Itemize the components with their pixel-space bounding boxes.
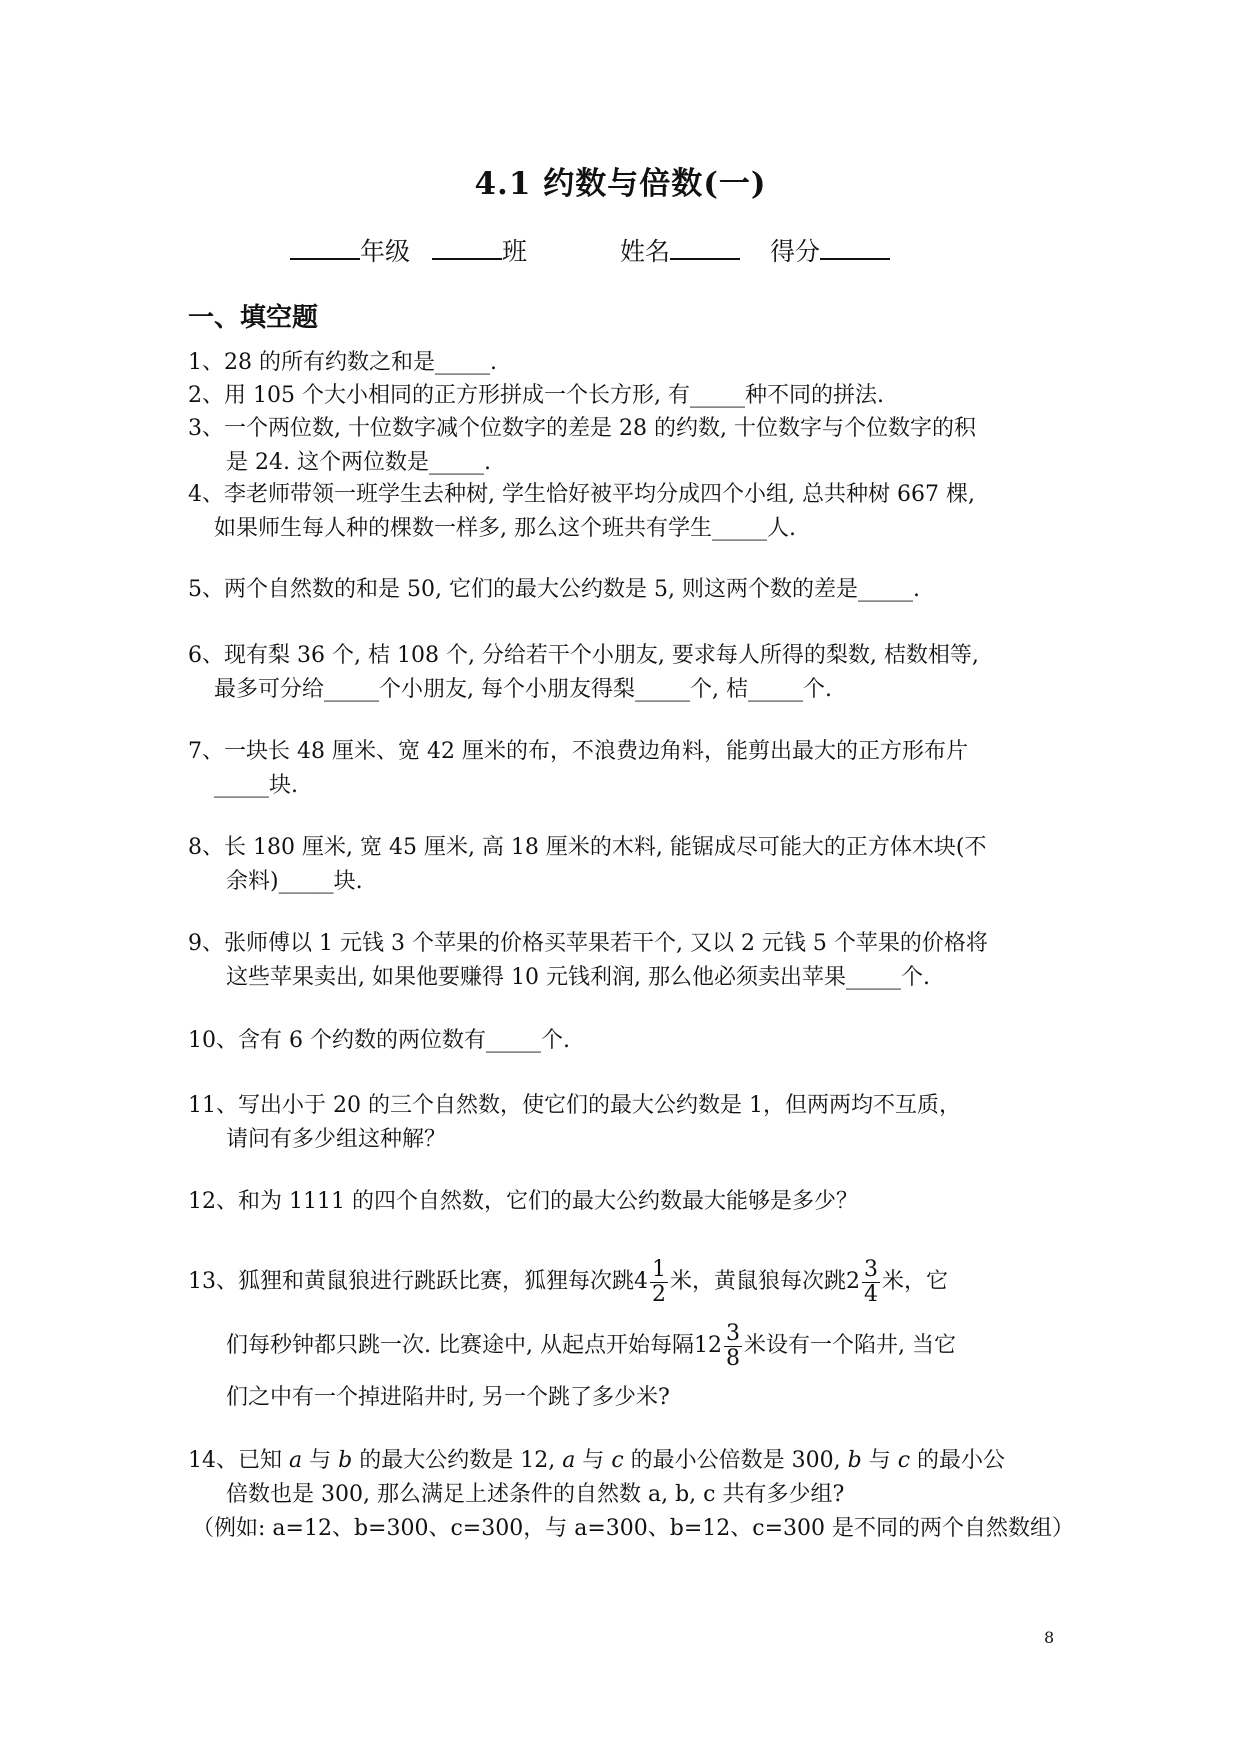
- question-text: 11、写出小于 20 的三个自然数，使它们的最大公约数是 1，但两两均不互质，: [188, 1093, 961, 1118]
- question-7: [188, 735, 1068, 803]
- question-text: 2、用 105 个大小相同的正方形拼成一个长方形, 有_____种不同的拼法.: [188, 383, 884, 408]
- fraction-denominator: 4: [864, 1281, 879, 1307]
- question-4: [188, 478, 1068, 546]
- mixed-number-whole: 2: [846, 1269, 861, 1294]
- variable-b: b: [338, 1448, 353, 1473]
- question-text: 如果师生每人种的棵数一样多, 那么这个班共有学生_____人.: [214, 516, 796, 541]
- question-text: _____块.: [214, 773, 298, 798]
- name-label: 姓名: [620, 237, 671, 266]
- fraction-numerator: 3: [725, 1320, 740, 1346]
- fraction-numerator: 1: [652, 1256, 666, 1282]
- variable-c: c: [897, 1448, 911, 1473]
- question-5: [188, 573, 1068, 607]
- question-2: [188, 379, 1068, 413]
- question-12: [188, 1185, 1068, 1219]
- question-text: 这些苹果卖出, 如果他要赚得 10 元钱利润, 那么他必须卖出苹果_____个.: [226, 965, 930, 990]
- question-text: 5、两个自然数的和是 50, 它们的最大公约数是 5, 则这两个数的差是_____.: [188, 577, 920, 602]
- variable-c: c: [611, 1448, 624, 1473]
- fraction-denominator: 8: [725, 1345, 740, 1371]
- score-label: 得分: [770, 237, 821, 266]
- grade-blank[interactable]: [290, 232, 360, 260]
- question-text: 倍数也是 300, 那么满足上述条件的自然数 a, b, c 共有多少组?: [226, 1482, 845, 1507]
- question-text: 最多可分给_____个小朋友, 每个小朋友得梨_____个, 桔_____个.: [214, 677, 832, 702]
- question-text: 与: [575, 1448, 612, 1473]
- fraction: [862, 1258, 880, 1307]
- question-text: 们每秒钟都只跳一次. 比赛途中, 从起点开始每隔: [226, 1333, 694, 1358]
- mixed-number-whole: 12: [693, 1333, 722, 1358]
- question-text: 12、和为 1111 的四个自然数，它们的最大公约数最大能够是多少？: [188, 1189, 858, 1214]
- question-text: 请问有多少组这种解？: [226, 1127, 447, 1152]
- question-text: 13、狐狸和黄鼠狼进行跳跃比赛，狐狸每次跳: [188, 1269, 634, 1294]
- question-text: 米，黄鼠狼每次跳: [670, 1269, 847, 1294]
- question-1: [188, 346, 1068, 380]
- page-title: 4.1 约数与倍数(一): [474, 166, 767, 202]
- variable-a: a: [562, 1448, 576, 1473]
- question-13: [188, 1250, 1068, 1418]
- question-8: [188, 831, 1068, 899]
- question-11: [188, 1089, 1068, 1157]
- question-text: 米设有一个陷井, 当它: [743, 1333, 956, 1358]
- question-text: 余料)_____块.: [226, 869, 363, 894]
- question-text: 9、张师傅以 1 元钱 3 个苹果的价格买苹果若干个, 又以 2 元钱 5 个苹果的价格将: [188, 931, 988, 956]
- question-14: [188, 1444, 1074, 1546]
- question-text: 1、28 的所有约数之和是_____.: [188, 350, 497, 375]
- variable-a: a: [289, 1448, 303, 1473]
- question-text: 的最大公约数是 12,: [352, 1448, 563, 1473]
- question-text: 8、长 180 厘米, 宽 45 厘米, 高 18 厘米的木料, 能锯成尽可能大的正方体木块(不: [188, 835, 987, 860]
- name-blank[interactable]: [670, 232, 740, 260]
- question-3: [188, 412, 1068, 480]
- mixed-number-whole: 4: [634, 1269, 648, 1294]
- student-info-line: [0, 232, 1241, 268]
- question-6: [188, 639, 1068, 707]
- variable-b: b: [847, 1448, 862, 1473]
- question-text: 米，它: [882, 1269, 949, 1294]
- section-title: 一、填空题: [188, 303, 319, 333]
- fraction: [724, 1322, 742, 1371]
- question-text: 的最小公倍数是 300,: [623, 1448, 848, 1473]
- question-text: 与: [302, 1448, 339, 1473]
- question-9: [188, 927, 1068, 995]
- question-text: 的最小公: [910, 1448, 1006, 1473]
- question-text: 是 24. 这个两位数是_____.: [226, 450, 491, 475]
- question-text: 6、现有梨 36 个, 桔 108 个, 分给若干个小朋友, 要求每人所得的梨数, 桔数相等,: [188, 643, 979, 668]
- question-10: [188, 1024, 1068, 1058]
- grade-label: 年级: [360, 237, 411, 266]
- question-text: 7、一块长 48 厘米、宽 42 厘米的布，不浪费边角料，能剪出最大的正方形布片: [188, 739, 968, 764]
- question-text: 3、一个两位数, 十位数字减个位数字的差是 28 的约数, 十位数字与个位数字的积: [188, 416, 976, 441]
- question-text: 与: [861, 1448, 898, 1473]
- question-text: 10、含有 6 个约数的两位数有_____个.: [188, 1028, 570, 1053]
- score-blank[interactable]: [820, 232, 890, 260]
- fraction-numerator: 3: [864, 1256, 879, 1282]
- class-blank[interactable]: [432, 232, 502, 260]
- page-number: 8: [1044, 1628, 1055, 1647]
- question-text: 4、李老师带领一班学生去种树, 学生恰好被平均分成四个小组, 总共种树 667 棵,: [188, 482, 975, 507]
- fraction: [650, 1258, 668, 1307]
- question-text: 14、已知: [188, 1448, 289, 1473]
- question-text: 们之中有一个掉进陷井时, 另一个跳了多少米?: [226, 1385, 670, 1410]
- class-label: 班: [502, 237, 528, 266]
- question-example: （例如: a=12、b=300、c=300，与 a=300、b=12、c=300 是不同的两个自然数组）: [192, 1516, 1074, 1541]
- fraction-denominator: 2: [652, 1281, 666, 1307]
